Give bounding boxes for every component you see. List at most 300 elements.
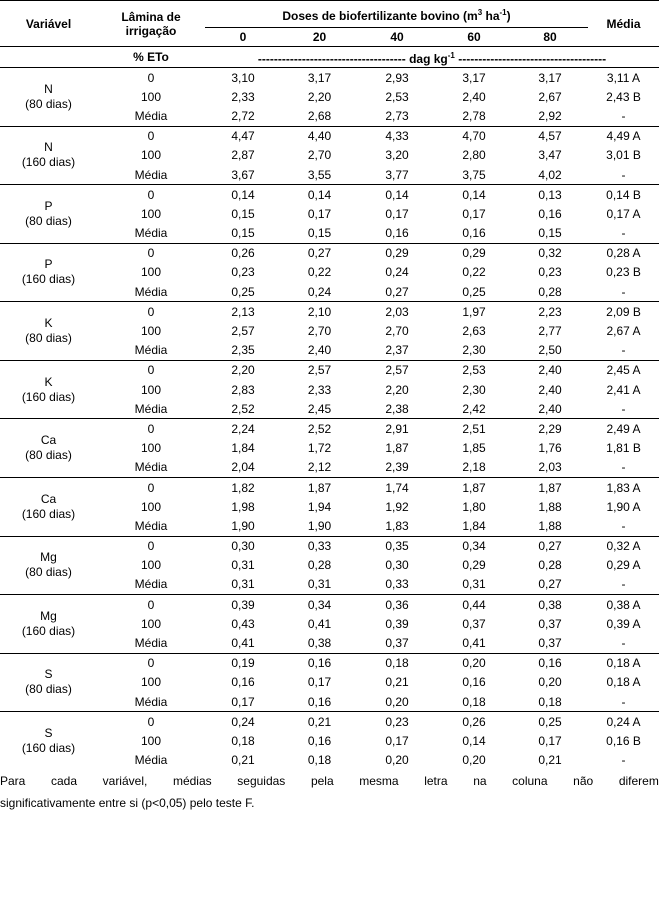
value-cell: 0,41 [307,616,332,631]
lamina-cell: 100 [140,89,162,104]
value-cell: 2,70 [385,324,409,339]
value-cell: 0,21 [231,753,255,768]
media-cell: 3,11 A [588,68,659,88]
lamina-cell: Média [134,226,168,241]
variable-period: (160 dias) [21,623,76,638]
value-cell: 3,10 [205,68,281,88]
value-cell: 1,72 [307,441,332,456]
media-cell: 0,28 A [588,243,659,263]
value-cell: 0,16 [307,733,332,748]
value-cell: 2,04 [231,460,255,475]
value-cell: 3,17 [436,68,512,88]
variable-name: N [44,81,53,96]
media-cell: - [621,401,626,416]
media-cell: - [621,167,626,182]
variable-name: P [44,198,53,213]
table-row [0,731,659,750]
lamina-cell: Média [134,753,168,768]
value-cell: 2,45 [307,401,332,416]
value-cell: 0,21 [385,675,409,690]
value-cell: 0,28 [307,558,332,573]
media-cell: 0,16 B [606,733,641,748]
variable-name: P [44,257,53,272]
value-cell: 0,33 [281,536,358,556]
value-cell: 0,30 [385,558,409,573]
media-cell: 2,43 B [606,89,641,104]
value-cell: 0,20 [385,694,409,709]
value-cell: 0,31 [231,558,255,573]
value-cell: 2,63 [462,324,486,339]
value-cell: 2,52 [231,401,255,416]
table-row [0,536,659,556]
value-cell: 1,97 [436,302,512,322]
table-row [0,185,659,205]
value-cell: 0,24 [205,712,281,732]
value-cell: 0,17 [307,206,332,221]
value-cell: 1,87 [385,441,409,456]
variable-period: (160 dias) [21,740,76,755]
value-cell: 2,20 [385,382,409,397]
header-dose-20: 20 [312,30,327,44]
variable-name: S [44,667,53,682]
lamina-cell: 100 [140,558,162,573]
value-cell: 2,39 [385,460,409,475]
lamina-cell: 0 [97,126,205,146]
value-cell: 0,28 [538,558,562,573]
value-cell: 1,80 [462,499,486,514]
value-cell: 3,17 [512,68,588,88]
media-cell: - [621,636,626,651]
header-unit: ------------------------------------- dag $kg^{-1}$ ------------------------------------- [205,47,659,68]
value-cell: 0,27 [512,536,588,556]
value-cell: 0,16 [281,653,358,673]
value-cell: 2,38 [385,401,409,416]
table-row [0,692,659,712]
header-dose-40: 40 [390,30,404,44]
variable-name: K [44,316,53,331]
media-cell: - [621,460,626,475]
value-cell: 0,16 [462,226,486,241]
value-cell: 1,87 [281,477,358,497]
variable-cell [0,419,97,478]
value-cell: 0,14 [205,185,281,205]
media-cell: 1,81 B [606,441,641,456]
header-row-3 [0,47,659,68]
value-cell: 2,30 [462,343,486,358]
value-cell: 0,33 [385,577,409,592]
lamina-cell: 0 [97,536,205,556]
media-cell: - [621,577,626,592]
header-media: Média [588,1,659,47]
variable-cell [0,536,97,595]
lamina-cell: 100 [140,324,162,339]
value-cell: 0,14 [462,733,486,748]
value-cell: 2,67 [538,89,562,104]
table-row [0,419,659,439]
media-cell: 2,67 A [606,324,641,339]
footnote-word: letra [424,773,448,788]
table-row [0,302,659,322]
media-cell: - [621,284,626,299]
lamina-cell: Média [134,694,168,709]
value-cell: 2,80 [462,148,486,163]
table-row [0,497,659,516]
table-row [0,439,659,458]
value-cell: 0,26 [436,712,512,732]
lamina-cell: Média [134,108,168,123]
value-cell: 0,20 [436,653,512,673]
footnote-word: mesma [359,773,399,788]
value-cell: 4,57 [512,126,588,146]
value-cell: 2,73 [385,108,409,123]
value-cell: 2,83 [231,382,255,397]
media-cell: 2,09 B [588,302,659,322]
value-cell: 4,70 [436,126,512,146]
media-cell: - [621,226,626,241]
variable-period: (160 dias) [21,155,76,170]
value-cell: 1,74 [358,477,436,497]
lamina-cell: Média [134,636,168,651]
value-cell: 2,40 [538,382,562,397]
value-cell: 2,93 [358,68,436,88]
lamina-cell: 0 [97,360,205,380]
value-cell: 0,13 [512,185,588,205]
value-cell: 2,77 [538,324,562,339]
media-cell: 1,83 A [588,477,659,497]
value-cell: 2,57 [231,324,255,339]
footnote-word: variável, [102,773,148,788]
value-cell: 0,14 [281,185,358,205]
variable-cell [0,302,97,361]
media-cell: 2,49 A [588,419,659,439]
value-cell: 0,17 [385,206,409,221]
variable-period: (80 dias) [25,331,72,346]
value-cell: 3,55 [307,167,332,182]
header-row-1 [0,1,659,28]
header-variavel: Variável [0,1,97,47]
value-cell: 2,03 [358,302,436,322]
variable-cell [0,126,97,185]
value-cell: 0,18 [462,694,486,709]
variable-name: Ca [40,433,57,448]
table-row [0,263,659,282]
value-cell: 0,18 [307,753,332,768]
header-dose-0: 0 [239,30,247,44]
value-cell: 2,18 [462,460,486,475]
value-cell: 0,24 [385,265,409,280]
value-cell: 0,37 [538,616,562,631]
table-row [0,575,659,595]
variable-period: (80 dias) [25,96,72,111]
value-cell: 0,27 [385,284,409,299]
value-cell: 2,68 [307,108,332,123]
value-cell: 0,41 [231,636,255,651]
lamina-cell: 0 [97,595,205,615]
lamina-cell: 100 [140,382,162,397]
variable-name: N [44,140,53,155]
media-cell: 0,24 A [588,712,659,732]
value-cell: 0,17 [231,694,255,709]
value-cell: 0,14 [358,185,436,205]
value-cell: 3,77 [385,167,409,182]
value-cell: 0,34 [436,536,512,556]
value-cell: 0,36 [358,595,436,615]
variable-period: (160 dias) [21,272,76,287]
value-cell: 1,90 [307,518,332,533]
table-row [0,458,659,478]
value-cell: 2,10 [281,302,358,322]
value-cell: 0,26 [205,243,281,263]
value-cell: 4,33 [358,126,436,146]
table-row [0,751,659,770]
media-cell: 0,39 A [606,616,641,631]
footnote-word: não [573,773,594,788]
lamina-cell: 100 [140,206,162,221]
value-cell: 1,88 [538,518,562,533]
value-cell: 1,92 [385,499,409,514]
value-cell: 2,53 [436,360,512,380]
table-row [0,477,659,497]
footnote-word: cada [50,773,78,788]
table-row [0,126,659,146]
value-cell: 2,78 [462,108,486,123]
value-cell: 2,51 [436,419,512,439]
value-cell: 0,29 [436,243,512,263]
value-cell: 0,29 [358,243,436,263]
value-cell: 4,40 [281,126,358,146]
media-cell: 0,14 B [588,185,659,205]
media-cell: 1,90 A [606,499,641,514]
value-cell: 0,41 [462,636,486,651]
value-cell: 2,70 [307,148,332,163]
value-cell: 0,31 [231,577,255,592]
value-cell: 0,20 [538,675,562,690]
variable-cell [0,360,97,419]
table-row [0,595,659,615]
media-cell: 2,41 A [606,382,641,397]
value-cell: 3,20 [385,148,409,163]
value-cell: 0,31 [462,577,486,592]
variable-name: S [44,725,53,740]
lamina-cell: Média [134,518,168,533]
table-row [0,224,659,244]
value-cell: 3,17 [281,68,358,88]
value-cell: 2,29 [512,419,588,439]
value-cell: 0,35 [358,536,436,556]
media-cell: 0,18 A [606,675,641,690]
media-cell: - [621,518,626,533]
value-cell: 2,23 [512,302,588,322]
value-cell: 0,37 [538,636,562,651]
value-cell: 2,50 [538,343,562,358]
value-cell: 2,57 [281,360,358,380]
value-cell: 0,23 [538,265,562,280]
value-cell: 2,70 [307,324,332,339]
value-cell: 2,57 [358,360,436,380]
footnote-word: seguidas [237,773,286,788]
value-cell: 1,88 [538,499,562,514]
media-cell: 2,45 A [588,360,659,380]
value-cell: 1,76 [538,441,562,456]
table-row [0,341,659,361]
value-cell: 0,16 [462,675,486,690]
footnote-line-2: significativamente entre si (p<0,05) pelo teste F. [0,795,255,810]
value-cell: 2,91 [358,419,436,439]
value-cell: 2,92 [538,108,562,123]
value-cell: 0,31 [307,577,332,592]
table-row [0,712,659,732]
value-cell: 2,42 [462,401,486,416]
table-row [0,106,659,126]
value-cell: 1,90 [231,518,255,533]
header-dose-80: 80 [543,30,557,44]
lamina-cell: 100 [140,499,162,514]
table-row [0,282,659,302]
value-cell: 2,12 [307,460,332,475]
value-cell: 0,27 [281,243,358,263]
media-cell: 0,23 B [606,265,641,280]
value-cell: 0,15 [231,206,255,221]
value-cell: 0,21 [281,712,358,732]
value-cell: 0,30 [205,536,281,556]
table-body [0,68,659,770]
value-cell: 1,84 [231,441,255,456]
table-row [0,321,659,340]
variable-name: Mg [40,550,57,565]
value-cell: 0,18 [358,653,436,673]
lamina-cell: 0 [97,243,205,263]
table-row [0,653,659,673]
variable-cell [0,712,97,770]
table-row [0,673,659,692]
footnote-word: na [473,773,487,788]
value-cell: 0,20 [462,753,486,768]
value-cell: 2,33 [231,89,255,104]
value-cell: 0,43 [231,616,255,631]
lamina-cell: 100 [140,733,162,748]
lamina-cell: 0 [97,653,205,673]
value-cell: 1,83 [385,518,409,533]
value-cell: 0,23 [358,712,436,732]
value-cell: 0,25 [512,712,588,732]
value-cell: 0,16 [231,675,255,690]
value-cell: 2,72 [231,108,255,123]
media-cell: 3,01 B [606,148,641,163]
variable-period: (80 dias) [25,448,72,463]
value-cell: 1,82 [205,477,281,497]
value-cell: 0,15 [231,226,255,241]
table-row [0,614,659,633]
table-row [0,68,659,88]
value-cell: 0,17 [307,675,332,690]
variable-cell [0,477,97,536]
value-cell: 0,24 [307,284,332,299]
value-cell: 1,94 [307,499,332,514]
table-row [0,516,659,536]
value-cell: 0,44 [436,595,512,615]
footnote-line-1 [0,770,659,792]
value-cell: 0,38 [307,636,332,651]
lamina-cell: 0 [97,185,205,205]
table-row [0,380,659,399]
variable-period: (80 dias) [25,682,72,697]
table-row [0,165,659,185]
footnote-word: Para [0,773,26,788]
value-cell: 0,22 [462,265,486,280]
value-cell: 2,20 [205,360,281,380]
value-cell: 0,14 [436,185,512,205]
lamina-cell: Média [134,577,168,592]
value-cell: 3,67 [231,167,255,182]
variable-cell [0,68,97,127]
lamina-cell: 0 [97,302,205,322]
value-cell: 2,52 [281,419,358,439]
footnote-word: pela [310,773,334,788]
value-cell: 4,02 [538,167,562,182]
value-cell: 0,32 [512,243,588,263]
value-cell: 0,18 [231,733,255,748]
value-cell: 0,21 [538,753,562,768]
header-lamina: Lâmina de irrigação [97,1,205,47]
table-row [0,146,659,165]
lamina-cell: 0 [97,712,205,732]
variable-cell [0,653,97,712]
value-cell: 2,87 [231,148,255,163]
variable-cell [0,243,97,302]
value-cell: 2,33 [307,382,332,397]
value-cell: 0,25 [462,284,486,299]
value-cell: 2,40 [538,401,562,416]
media-cell: 0,38 A [588,595,659,615]
value-cell: 3,75 [462,167,486,182]
footnote-word: diferem [618,773,659,788]
lamina-cell: Média [134,460,168,475]
value-cell: 0,22 [307,265,332,280]
value-cell: 0,15 [307,226,332,241]
media-cell: - [621,753,626,768]
variable-cell [0,595,97,654]
lamina-cell: 100 [140,675,162,690]
value-cell: 0,39 [385,616,409,631]
lamina-cell: 100 [140,616,162,631]
value-cell: 3,47 [538,148,562,163]
variable-period: (160 dias) [21,506,76,521]
value-cell: 0,27 [538,577,562,592]
media-cell: 0,17 A [606,206,641,221]
value-cell: 0,15 [538,226,562,241]
variable-period: (80 dias) [25,213,72,228]
value-cell: 1,87 [436,477,512,497]
value-cell: 1,98 [231,499,255,514]
value-cell: 0,23 [231,265,255,280]
value-cell: 0,17 [462,206,486,221]
value-cell: 0,16 [512,653,588,673]
lamina-cell: Média [134,343,168,358]
value-cell: 0,18 [538,694,562,709]
value-cell: 1,84 [462,518,486,533]
value-cell: 2,20 [307,89,332,104]
value-cell: 0,39 [205,595,281,615]
value-cell: 2,53 [385,89,409,104]
footnote-word: médias [172,773,212,788]
value-cell: 0,17 [538,733,562,748]
table-row [0,399,659,419]
table-row [0,243,659,263]
value-cell: 0,34 [281,595,358,615]
media-cell: 0,32 A [588,536,659,556]
value-cell: 1,85 [462,441,486,456]
value-cell: 0,38 [512,595,588,615]
